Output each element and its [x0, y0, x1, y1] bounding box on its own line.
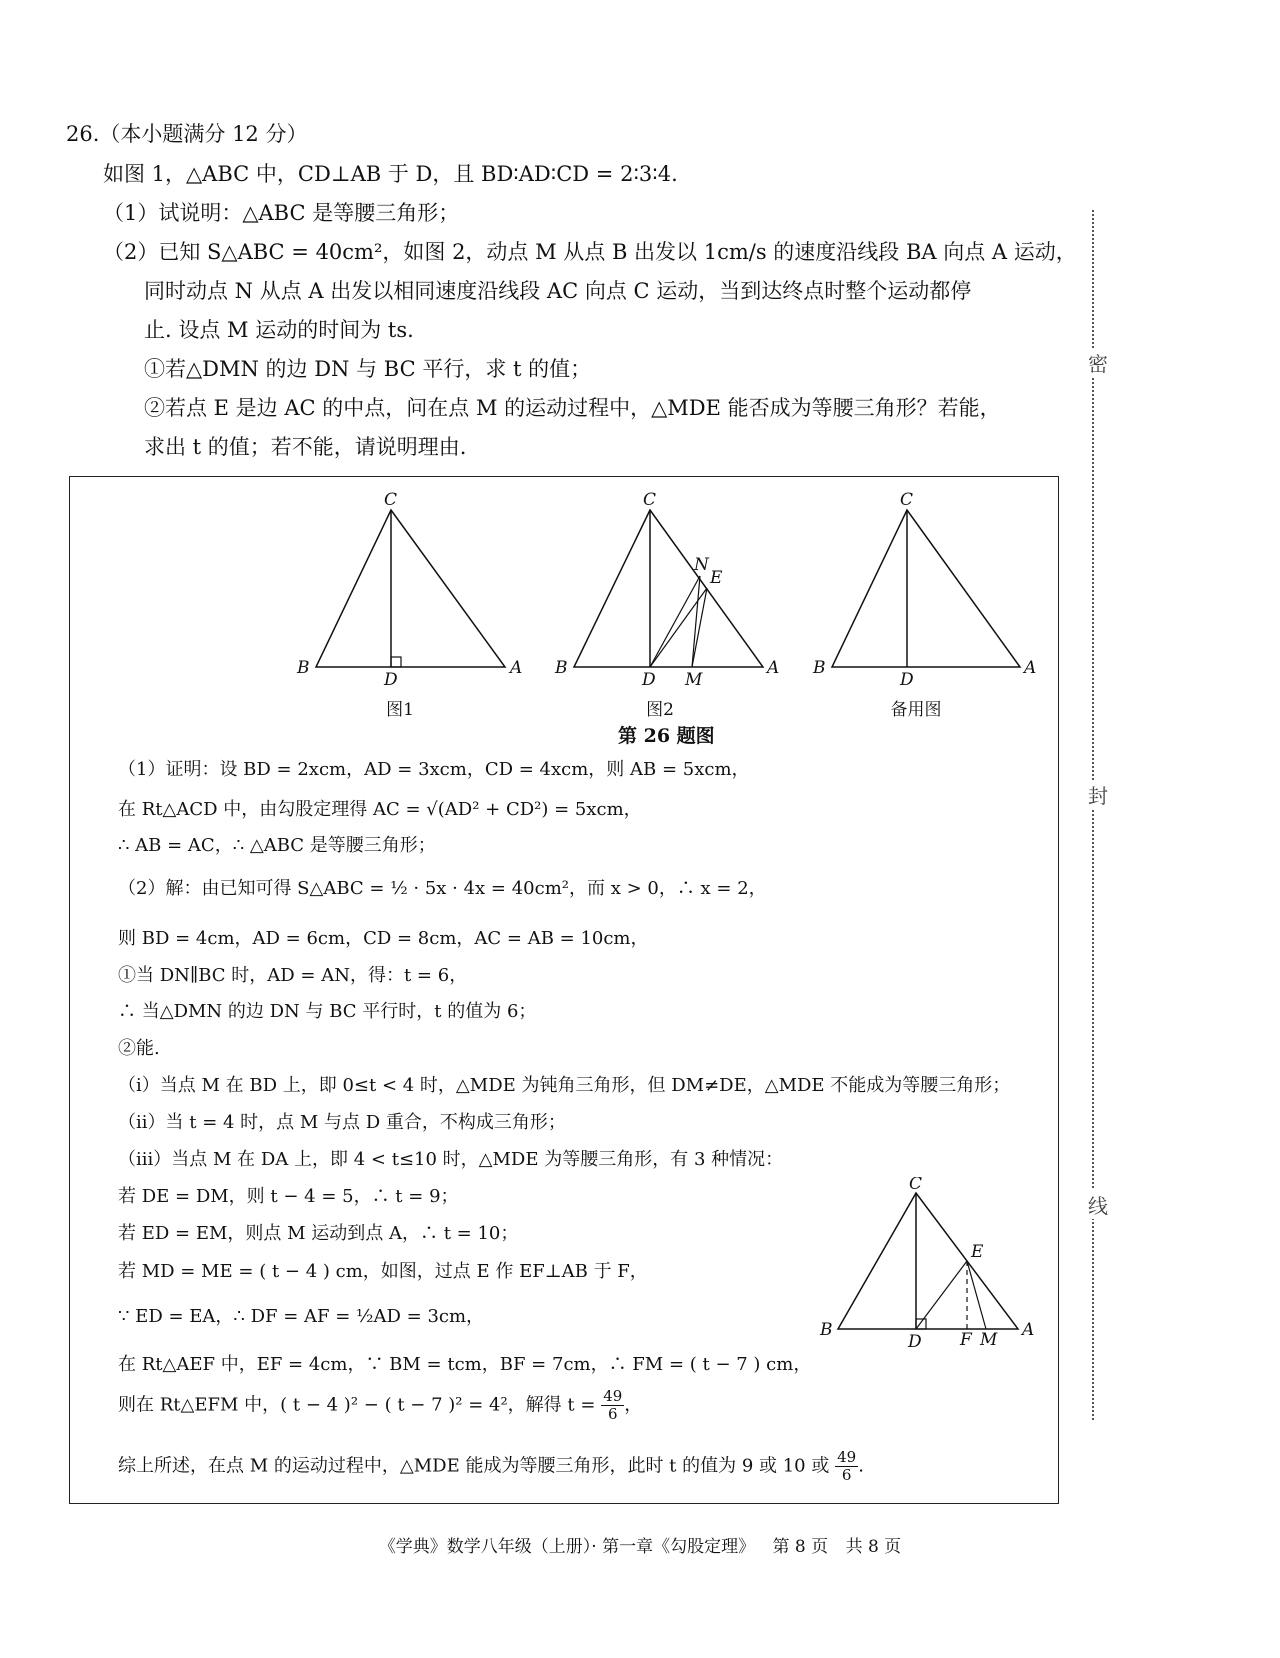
sol-fig-label-c: C — [909, 1177, 923, 1194]
figure-backup — [812, 490, 1036, 690]
solution-line-10: （ii）当 t = 4 时，点 M 与点 D 重合，不构成三角形； — [118, 1112, 566, 1133]
solution-line-17-end: ， — [624, 1394, 643, 1416]
fig3-label-b: B — [813, 658, 826, 678]
fig2-label-c: C — [643, 490, 657, 510]
problem-sub1: ①若△DMN 的边 DN 与 BC 平行，求 t 的值； — [144, 357, 592, 381]
fig1-triangle — [316, 510, 505, 667]
fraction-numerator: 49 — [603, 1387, 623, 1405]
problem-number: 26.（本小题满分 12 分） — [66, 122, 308, 146]
problem-part1: （1）试说明：△ABC 是等腰三角形； — [103, 201, 460, 225]
problem-sub2-line2: 求出 t 的值；若不能，请说明理由. — [144, 435, 467, 459]
fig1-label-b: B — [297, 658, 310, 678]
footer-book: 《学典》数学八年级（上册）· 第一章《勾股定理》 — [378, 1537, 756, 1557]
solution-line-18 — [118, 1449, 864, 1484]
fraction-49-6 — [601, 1388, 624, 1423]
solution-line-14: 若 MD = ME = ( t − 4 ) cm，如图，过点 E 作 EF⊥AB 于 F， — [118, 1261, 648, 1282]
problem-sub2-line1: ②若点 E 是边 AC 的中点，问在点 M 的运动过程中，△MDE 能否成为等腰三角形？若能， — [144, 396, 1001, 420]
fig2-caption: 图2 — [646, 700, 674, 720]
solution-line-4: （2）解：由已知可得 S△ABC = ½ · 5x · 4x = 40cm²，而 x > 0，∴ x = 2， — [118, 878, 767, 899]
solution-line-11: （iii）当点 M 在 DA 上，即 4 < t≤10 时，△MDE 为等腰三角形，有 3 种情况： — [118, 1149, 784, 1170]
sol-fig-label-b: B — [820, 1320, 833, 1340]
solution-line-1: （1）证明：设 BD = 2xcm，AD = 3xcm，CD = 4xcm，则 AB = 5xcm， — [118, 759, 750, 780]
problem-intro: 如图 1，△ABC 中，CD⊥AB 于 D，且 BD∶AD∶CD = 2∶3∶4. — [103, 162, 678, 186]
solution-line-5: 则 BD = 4cm，AD = 6cm，CD = 8cm，AC = AB = 10cm， — [118, 928, 649, 949]
fig2-label-n: N — [694, 555, 709, 575]
sol-fig-segment-em — [967, 1261, 986, 1329]
fig3-label-a: A — [1024, 658, 1037, 678]
fig1-caption: 图1 — [386, 700, 414, 720]
sol-fig-label-m: M — [980, 1330, 998, 1350]
sol-fig-segment-de — [916, 1261, 967, 1329]
sol-fig-label-a: A — [1022, 1320, 1035, 1340]
page-footer — [0, 1532, 1280, 1557]
fig1-label-c: C — [384, 490, 398, 510]
fig3-triangle — [832, 510, 1020, 667]
side-mark-xian: 线 — [1088, 1190, 1108, 1219]
fig2-label-d: D — [642, 670, 656, 690]
solution-figure — [808, 1177, 1038, 1357]
fig2-label-e: E — [710, 568, 723, 588]
solution-line-13: 若 ED = EM，则点 M 运动到点 A，∴ t = 10； — [118, 1223, 519, 1244]
solution-line-12: 若 DE = DM，则 t − 4 = 5，∴ t = 9； — [118, 1186, 459, 1207]
problem-part2-line1: （2）已知 S△ABC = 40cm²，如图 2，动点 M 从点 B 出发以 1cm/s 的速度沿线段 BA 向点 A 运动， — [103, 240, 1077, 264]
footer-page: 第 8 页 — [772, 1537, 829, 1557]
fig2-label-m: M — [685, 670, 703, 690]
fraction-denominator: 6 — [607, 1405, 618, 1423]
fraction-denominator: 6 — [841, 1466, 852, 1484]
fig2-label-b: B — [555, 658, 568, 678]
solution-line-15: ∵ ED = EA，∴ DF = AF = ½AD = 3cm， — [118, 1306, 485, 1327]
solution-line-17-text: 则在 Rt△EFM 中，( t − 4 )² − ( t − 7 )² = 4²，解得 t = — [118, 1394, 596, 1416]
fig2-segment-dn — [650, 576, 700, 667]
solution-line-9: （i）当点 M 在 BD 上，即 0≤t < 4 时，△MDE 为钝角三角形，但 DM≠DE，△MDE 不能成为等腰三角形； — [118, 1075, 1011, 1096]
fig3-label-d: D — [900, 670, 914, 690]
fig1-label-a: A — [510, 658, 523, 678]
problem-part2-line2: 同时动点 N 从点 A 出发以相同速度沿线段 AC 向点 C 运动，当到达终点时整个运动都停 — [144, 279, 972, 303]
side-mark-feng: 封 — [1088, 780, 1108, 809]
footer-total: 共 8 页 — [845, 1537, 902, 1557]
fig2-segment-nm — [692, 576, 700, 667]
fig3-label-c: C — [900, 490, 914, 510]
figure-2 — [554, 490, 779, 690]
solution-line-8: ②能. — [118, 1038, 160, 1059]
solution-line-18-end: . — [858, 1455, 864, 1477]
sol-fig-label-e: E — [971, 1242, 984, 1262]
solution-line-17 — [118, 1388, 642, 1423]
fig2-label-a: A — [767, 658, 780, 678]
solution-box — [69, 476, 1059, 1504]
fig1-label-d: D — [384, 670, 398, 690]
side-mark-mi: 密 — [1088, 348, 1108, 377]
sol-fig-label-d: D — [908, 1332, 922, 1352]
binding-dotted-line — [1092, 210, 1094, 1420]
solution-line-6: ①当 DN∥BC 时，AD = AN，得：t = 6， — [118, 965, 468, 986]
solution-line-18-text: 综上所述，在点 M 的运动过程中，△MDE 能成为等腰三角形，此时 t 的值为 9 或 10 或 — [118, 1455, 830, 1477]
solution-line-7: ∴ 当△DMN 的边 DN 与 BC 平行时，t 的值为 6； — [118, 1001, 537, 1022]
figures-svg — [70, 477, 1058, 717]
sol-fig-triangle — [838, 1193, 1018, 1329]
solution-line-16: 在 Rt△AEF 中，EF = 4cm，∵ BM = tcm，BF = 7cm，∴ FM = ( t − 7 ) cm， — [118, 1354, 812, 1375]
fig3-caption: 备用图 — [890, 700, 942, 720]
figure-1 — [296, 490, 522, 690]
fraction-49-6-final — [835, 1449, 858, 1484]
solution-line-3: ∴ AB = AC，∴ △ABC 是等腰三角形； — [118, 835, 436, 856]
solution-line-2: 在 Rt△ACD 中，由勾股定理得 AC = √(AD² + CD²) = 5xcm， — [118, 799, 642, 820]
fig2-segment-em — [692, 588, 707, 667]
figure-title: 第 26 题图 — [618, 725, 715, 747]
fig2-triangle — [574, 510, 763, 667]
problem-part2-line3: 止. 设点 M 运动的时间为 ts. — [144, 318, 414, 342]
fraction-numerator: 49 — [837, 1448, 857, 1466]
fig1-right-angle — [391, 657, 401, 667]
sol-fig-label-f: F — [960, 1330, 972, 1350]
